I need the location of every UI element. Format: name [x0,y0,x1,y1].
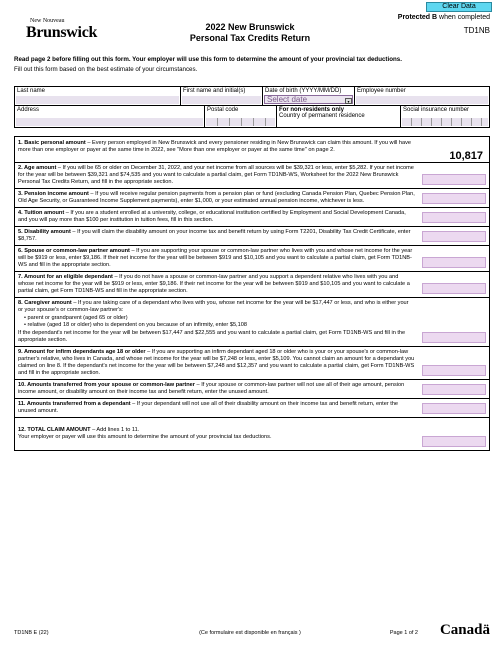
canada-wordmark: Canadä [439,622,490,638]
employee-number-input[interactable] [356,96,488,104]
title-line2: Personal Tax Credits Return [189,33,311,43]
line-text: – If you are a student enrolled at a university, college, or educational institution certified by Employment and Social Development Canada, and you will pay more than $100 per institution in tuition fees, fill in this section. [18,210,406,223]
logo-big-text: Brunswick [26,24,98,41]
address-label: Address [17,107,40,113]
intro-note: Fill out this form based on the best estimate of your circumstances. [14,66,198,73]
dob-date-picker[interactable]: Select date [264,95,353,104]
sin-divider [481,118,482,126]
spouse-transfer-amount-input[interactable] [422,384,486,395]
line-10-transfer-spouse [15,380,489,399]
address-cell [15,106,205,127]
sin-divider [451,118,452,126]
footer-form-code: TD1NB E (22) [14,630,49,636]
last-name-label: Last name [17,88,46,94]
line-text: – If you will receive regular pension payments from a pension plan or fund (excluding Canada Pension Plan, Quebec Pension Plan, Old Age Security, or Guaranteed Income Supplement payments), enter $1,000, or your estimated annual pension income, whichever is less. [18,191,415,204]
logo-small-text: New Nouveau [30,18,65,24]
sin-divider [421,118,422,126]
sin-divider [431,118,432,126]
line-text: – If you are taking care of a dependant who lives with you, whose net income for the year will be $17,447 or less, and who is either your or your spouse's or common-law partner's: [18,300,409,313]
line-heading: 1. Basic personal amount [18,140,86,146]
sin-cell [401,106,489,127]
list-item: • parent or grandparent (aged 65 or older) [24,315,415,322]
postal-code-divider [229,118,230,126]
title-line1: 2022 New Brunswick [205,22,295,32]
clear-data-button[interactable]: Clear Data [426,2,492,12]
employee-number-label: Employee number [357,88,406,94]
list-item: • relative (aged 18 or older) who is dependent on you because of an infirmity, enter $5,108 [24,322,415,329]
protected-b-rest: when completed [437,14,490,21]
line-1-basic-personal [15,137,489,163]
dob-label: Date of birth (YYYY/MM/DD) [265,88,342,94]
line-9-infirm-dependants [15,347,489,380]
postal-code-divider [265,118,266,126]
line-heading: 10. Amounts transferred from your spouse or common-law partner [18,382,195,388]
first-name-cell [181,87,263,105]
line-12-total-claim [15,418,489,450]
first-name-input[interactable] [182,96,261,104]
sin-divider [411,118,412,126]
spouse-amount-input[interactable] [422,257,486,268]
tax-credit-lines [14,136,490,451]
line-text: – If your spouse or common-law partner will not use all of their age amount, pension income amount, or disability amount on their income tax and benefit return, enter the unused amount. [18,382,405,395]
line-heading: 8. Caregiver amount [18,300,72,306]
disability-amount-input[interactable] [422,231,486,242]
page-title [0,22,500,44]
line-heading: 3. Pension income amount [18,191,89,197]
protected-b-label: Protected B [397,14,438,21]
line-text: – If you will claim the disability amount on your income tax and benefit return by using Form T2201, Disability Tax Credit Certificate, enter $8,757. [18,229,411,242]
sin-divider [461,118,462,126]
line-text: – If you do not have a spouse or common-law partner and you support a dependent relative who lives with you and whose net income for the year will be $919 or less, enter $9,186. If their net income for the year will be between $919 and $10,105 and you want to calculate a partial claim, get Form TD1NB-WS and fill in the appropriate section. [18,274,410,294]
line-heading: 9. Amount for infirm dependants age 18 or older [18,349,146,355]
postal-code-divider [217,118,218,126]
calendar-dropdown-icon[interactable]: ▾ [345,98,352,104]
line-heading: 6. Spouse or common-law partner amount [18,248,130,254]
line-text: – If you are supporting an infirm dependant aged 18 or older who is your or your spouse's or common-law partner's relative, who lives in Canada, and whose net income for the year will be $7,248 or less, enter $5,109. You cannot claim an amount for a dependant you claimed on line 8. If the dependant's net income for the year will be between $7,248 and $12,357 and you want to calculate a partial claim, get Form TD1NB-WS and fill in the appropriate section. [18,349,415,376]
last-name-cell [15,87,181,105]
line-6-spouse [15,246,489,272]
postal-code-divider [241,118,242,126]
first-name-label: First name and initial(s) [183,88,246,94]
footer-french-note: (Ce formulaire est disponible en français ) [199,630,301,636]
line-11-transfer-dependant [15,399,489,418]
line-heading: 5. Disability amount [18,229,71,235]
eligible-dependant-amount-input[interactable] [422,283,486,294]
infirm-dependant-amount-input[interactable] [422,365,486,376]
pension-amount-input[interactable] [422,193,486,204]
postal-code-cell [205,106,277,127]
line-7-eligible-dependant [15,272,489,298]
line-text: – If your dependant will not use all of their disability amount on their income tax and benefit return, enter the unused amount. [18,401,399,414]
dob-cell [263,87,355,105]
identification-row-2 [14,106,490,128]
sin-divider [471,118,472,126]
line-heading: 7. Amount for an eligible dependant [18,274,113,280]
postal-code-label: Postal code [207,107,239,113]
line-text: – If you will be 65 or older on December 31, 2022, and your net income from all sources will be $39,321 or less, enter $5,282. If your net income for the year will be between $39,321 and $74,535 and you want to calculate a partial claim, get Form TD1NB-WS, Worksheet for the 2022 New Brunswick Personal Tax Credits Return, and fill in the appropriate section. [18,165,414,185]
caregiver-conditions [18,315,415,329]
line-heading: 2. Age amount [18,165,57,171]
total-claim-amount-input[interactable] [422,436,486,447]
line-text: – Every person employed in New Brunswick and every pensioner residing in New Brunswick can claim this amount. If you will have more than one employer or payer at the same time in 2022, see "More than one employer or payer at the same time" on page 2. [18,140,411,153]
line-text: – If you are supporting your spouse or common-law partner who lives with you and whose net income for the year will be $919 or less, enter $9,186. If their net income for the year will be between $919 and $10,105 and you want to calculate a partial claim, get Form TD1NB-WS and fill in the appropriate section. [18,248,413,268]
line-5-disability [15,227,489,246]
line-heading: 12. TOTAL CLAIM AMOUNT [18,427,91,433]
line-text: – Add lines 1 to 11. Your employer or payer will use this amount to determine the amount of your provincial tax deductions. [18,427,272,440]
non-resident-title: For non-residents only [279,107,345,113]
tuition-amount-input[interactable] [422,212,486,223]
sin-label: Social insurance number [403,107,470,113]
last-name-input[interactable] [16,96,179,104]
intro-instruction: Read page 2 before filling out this form. Your employer will use this form to determine the amount of your provincial tax deductions. [14,56,402,63]
line-text: If the dependant's net income for the year will be between $17,447 and $22,555 and you want to calculate a partial claim, get Form TD1NB-WS and fill in the appropriate section. [18,330,406,343]
line-3-pension [15,189,489,208]
dependant-transfer-amount-input[interactable] [422,403,486,414]
footer-page-number: Page 1 of 2 [389,630,418,636]
line-heading: 4. Tuition amount [18,210,65,216]
non-resident-cell [277,106,401,127]
address-input[interactable] [16,118,203,126]
line-8-caregiver [15,298,489,347]
caregiver-amount-input[interactable] [422,332,486,343]
postal-code-divider [253,118,254,126]
line-heading: 11. Amounts transferred from a dependant [18,401,131,407]
sin-input[interactable] [402,118,488,126]
line-2-age-amount [15,163,489,189]
identification-row-1 [14,86,490,106]
sin-divider [441,118,442,126]
basic-amount-value: 10,817 [449,150,483,162]
form-code: TD1NB [463,26,490,35]
employee-number-cell [355,87,489,105]
line-4-tuition [15,208,489,227]
age-amount-input[interactable] [422,174,486,185]
non-resident-subtitle: Country of permanent residence [279,113,365,119]
protected-b-note [398,14,490,21]
